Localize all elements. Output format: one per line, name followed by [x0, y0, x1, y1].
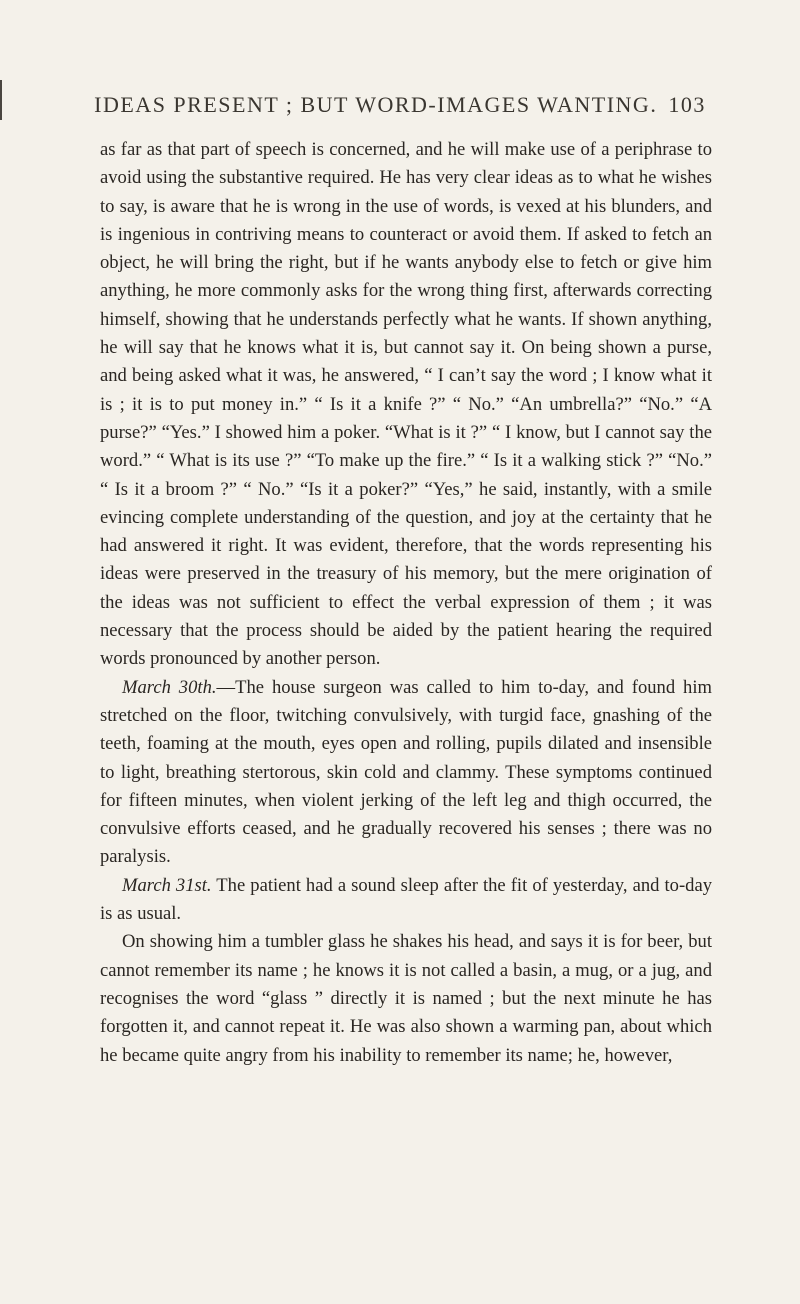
paragraph-1: as far as that part of speech is concerned, and he will make use of a periphrase to avoid using the substantive required. He has very clear ideas as to what he wishes to say, is aware that he is wrong in the use of words, is vexed at his blunders, and is ingenious in contriving means to counteract or avoid them. If asked to fetch an object, he will bring the right, but if he wants anybody else to fetch or give him anything, he more commonly asks for the wrong thing first, afterwards correcting himself, showing that he understands perfectly what he wants. If shown anything, he will say that he knows what it is, but cannot say it. On being shown a purse, and being asked what it was, he answered, “ I can’t say the word ; I know what it is ; it is to put money in.” “ Is it a knife ?” “ No.” “An umbrella?” “No.” “A purse?” “Yes.” I showed him a poker. “What is it ?” “ I know, but I cannot say the word.” “ What is its use ?” “To make up the fire.” “ Is it a walking stick ?” “No.” “ Is it a broom ?” “ No.” “Is it a poker?” “Yes,” he said, instantly, with a smile evincing complete understanding of the question, and joy at the certainty that he had answered it right. It was evident, therefore, that the words representing his ideas were preserved in the treasury of his memory, but the mere origination of the ideas was not sufficient to effect the verbal expression of them ; it was necessary that the process should be aided by the patient hearing the required words pronounced by another person. — [100, 139, 712, 670]
entry-date: March 30th. — [122, 676, 217, 698]
body-text — [100, 136, 712, 1070]
paragraph-march-30 — [100, 674, 712, 872]
entry-text: The patient had a sound sleep after the fit of yesterday, and to-day is as usual. — [100, 874, 713, 925]
running-title: IDEAS PRESENT ; BUT WORD-IMAGES WANTING. — [94, 92, 658, 117]
entry-text: —The house surgeon was called to him to-day, and found him stretched on the floor, twitching convulsively, with turgid face, gnashing of the teeth, foaming at the mouth, eyes open and rolling, pupils dilated and insensible to light, breathing stertorous, skin cold and clammy. These symptoms continued for fifteen minutes, when violent jerking of the left leg and thigh occurred, the convulsive efforts ceased, and he gradually recovered his senses ; there was no paralysis. — [100, 676, 712, 868]
page-number: 103 — [668, 92, 706, 117]
paragraph-march-31 — [100, 872, 712, 929]
running-head — [0, 92, 800, 118]
entry-date: March 31st. — [122, 874, 212, 896]
paragraph-tumbler: On showing him a tumbler glass he shakes his head, and says it is for beer, but cannot remember its name ; he knows it is not called a basin, a mug, or a jug, and recognises the word “glass ” directly it is named ; but the next minute he has forgotten it, and cannot repeat it. He was also shown a warming pan, about which he became quite angry from his inability to remember its name; he, however, — [100, 931, 712, 1066]
